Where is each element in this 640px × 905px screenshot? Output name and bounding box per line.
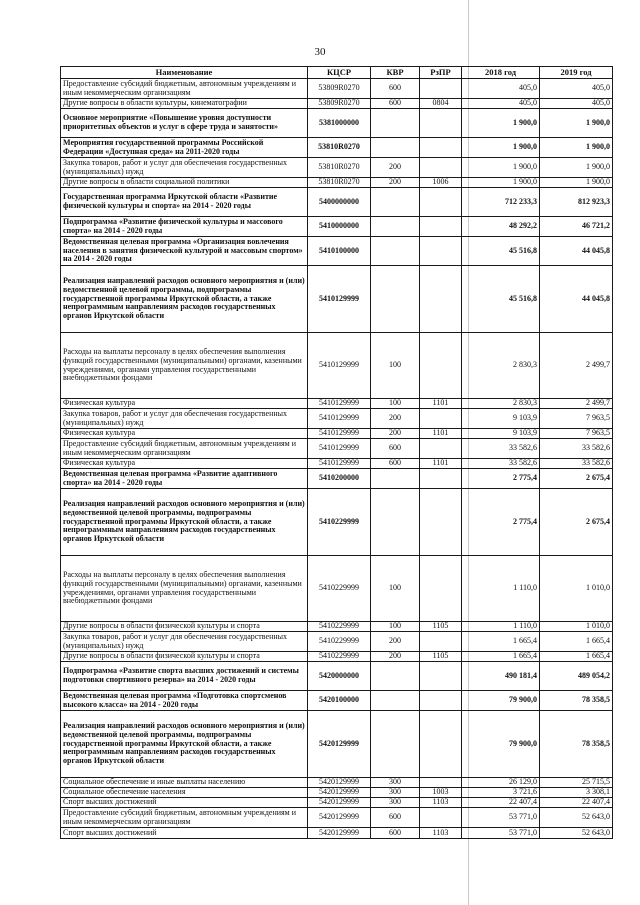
row-value-2019: 1 010,0 xyxy=(540,556,613,622)
row-kcsr: 5410000000 xyxy=(308,217,371,237)
row-value-2019: 1 010,0 xyxy=(540,622,613,632)
row-value-2018: 1 110,0 xyxy=(462,622,540,632)
row-value-2018: 9 103,9 xyxy=(462,429,540,439)
row-value-2019: 1 900,0 xyxy=(540,138,613,158)
row-rzpr: 1105 xyxy=(420,652,462,662)
row-value-2019: 2 499,7 xyxy=(540,333,613,399)
header-2019: 2019 год xyxy=(540,67,613,79)
row-value-2019: 46 721,2 xyxy=(540,217,613,237)
row-rzpr xyxy=(420,556,462,622)
row-name: Социальное обеспечение населения xyxy=(61,788,308,798)
row-value-2019: 489 054,2 xyxy=(540,662,613,691)
row-value-2018: 53 771,0 xyxy=(462,828,540,839)
row-name: Другие вопросы в области физической культуры и спорта xyxy=(61,652,308,662)
table-body xyxy=(61,79,613,839)
row-rzpr xyxy=(420,711,462,778)
row-kcsr: 5420000000 xyxy=(308,662,371,691)
row-kcsr: 53809R0270 xyxy=(308,79,371,99)
row-value-2019: 33 582,6 xyxy=(540,439,613,459)
row-kcsr: 5410200000 xyxy=(308,469,371,489)
row-name: Реализация направлений расходов основного мероприятия и (или) ведомственной целевой программы, подпрограммы государственной программы Иркутской области, а также непрограммным направлениям расходов государственных органов Иркутской области xyxy=(61,711,308,778)
row-value-2018: 79 900,0 xyxy=(462,691,540,711)
row-kvr xyxy=(371,711,420,778)
row-value-2018: 79 900,0 xyxy=(462,711,540,778)
row-kvr xyxy=(371,188,420,217)
row-value-2019: 78 358,5 xyxy=(540,691,613,711)
row-name: Физическая культура xyxy=(61,459,308,469)
table-row xyxy=(61,109,613,138)
row-rzpr xyxy=(420,109,462,138)
table-row xyxy=(61,808,613,828)
table-row xyxy=(61,828,613,839)
row-rzpr xyxy=(420,333,462,399)
row-value-2018: 2 830,3 xyxy=(462,399,540,409)
row-kcsr: 5420129999 xyxy=(308,808,371,828)
table-row xyxy=(61,237,613,266)
row-value-2018: 1 665,4 xyxy=(462,632,540,652)
row-rzpr xyxy=(420,188,462,217)
row-rzpr xyxy=(420,79,462,99)
row-kcsr: 5410129999 xyxy=(308,266,371,333)
row-kvr xyxy=(371,489,420,556)
row-name: Социальное обеспечение и иные выплаты населению xyxy=(61,778,308,788)
row-value-2018: 53 771,0 xyxy=(462,808,540,828)
row-name: Другие вопросы в области культуры, кинематографии xyxy=(61,99,308,109)
row-name: Закупка товаров, работ и услуг для обеспечения государственных (муниципальных) нужд xyxy=(61,158,308,178)
table-row xyxy=(61,217,613,237)
row-kcsr: 5410100000 xyxy=(308,237,371,266)
row-name: Основное мероприятие «Повышение уровня доступности приоритетных объектов и услуг в сфере труда и занятости» xyxy=(61,109,308,138)
row-kvr: 100 xyxy=(371,399,420,409)
row-rzpr xyxy=(420,409,462,429)
row-value-2019: 52 643,0 xyxy=(540,828,613,839)
row-kcsr: 5381000000 xyxy=(308,109,371,138)
row-kcsr: 5410229999 xyxy=(308,652,371,662)
row-kvr: 100 xyxy=(371,556,420,622)
row-value-2018: 1 665,4 xyxy=(462,652,540,662)
row-value-2019: 2 499,7 xyxy=(540,399,613,409)
row-value-2019: 405,0 xyxy=(540,99,613,109)
table-row xyxy=(61,333,613,399)
table-row xyxy=(61,266,613,333)
row-kcsr: 5410129999 xyxy=(308,409,371,429)
row-rzpr xyxy=(420,217,462,237)
table-row xyxy=(61,459,613,469)
row-name: Физическая культура xyxy=(61,399,308,409)
row-kcsr: 5410129999 xyxy=(308,399,371,409)
row-value-2019: 3 308,1 xyxy=(540,788,613,798)
table-row xyxy=(61,469,613,489)
row-kcsr: 5400000000 xyxy=(308,188,371,217)
row-kcsr: 53809R0270 xyxy=(308,99,371,109)
row-name: Расходы на выплаты персоналу в целях обеспечения выполнения функций государственными (муниципальными) органами, казенными учреждениями, органами управления государственными внебюджетными фондами xyxy=(61,556,308,622)
header-kcsr: КЦСР xyxy=(308,67,371,79)
row-value-2019: 2 675,4 xyxy=(540,469,613,489)
row-kvr: 200 xyxy=(371,158,420,178)
row-name: Мероприятия государственной программы Российской Федерации «Доступная среда» на 2011-2020 годы xyxy=(61,138,308,158)
page-number: 30 xyxy=(314,46,326,58)
row-value-2019: 7 963,5 xyxy=(540,429,613,439)
row-value-2019: 7 963,5 xyxy=(540,409,613,429)
row-rzpr xyxy=(420,158,462,178)
row-value-2018: 33 582,6 xyxy=(462,439,540,459)
row-kcsr: 5410229999 xyxy=(308,489,371,556)
row-rzpr xyxy=(420,662,462,691)
row-name: Реализация направлений расходов основного мероприятия и (или) ведомственной целевой программы, подпрограммы государственной программы Иркутской области, а также непрограммным направлениям расходов государственных органов Иркутской области xyxy=(61,489,308,556)
row-kcsr: 5420100000 xyxy=(308,691,371,711)
table-row xyxy=(61,399,613,409)
row-kvr xyxy=(371,237,420,266)
row-kcsr: 5420129999 xyxy=(308,778,371,788)
row-rzpr xyxy=(420,778,462,788)
table-row xyxy=(61,622,613,632)
row-kvr xyxy=(371,691,420,711)
row-value-2019: 44 045,8 xyxy=(540,237,613,266)
row-kcsr: 5420129999 xyxy=(308,798,371,808)
row-value-2019: 1 900,0 xyxy=(540,109,613,138)
row-value-2019: 1 900,0 xyxy=(540,178,613,188)
row-value-2018: 3 721,6 xyxy=(462,788,540,798)
row-kvr xyxy=(371,266,420,333)
table-row xyxy=(61,489,613,556)
row-rzpr: 1103 xyxy=(420,828,462,839)
row-name: Государственная программа Иркутской области «Развитие физической культуры и спорта» на 2014 - 2020 годы xyxy=(61,188,308,217)
row-rzpr xyxy=(420,691,462,711)
row-value-2019: 22 407,4 xyxy=(540,798,613,808)
table-row xyxy=(61,79,613,99)
row-value-2018: 490 181,4 xyxy=(462,662,540,691)
row-value-2019: 52 643,0 xyxy=(540,808,613,828)
row-kvr xyxy=(371,109,420,138)
row-value-2018: 26 129,0 xyxy=(462,778,540,788)
row-name: Предоставление субсидий бюджетным, автономным учреждениям и иным некоммерческим организациям xyxy=(61,79,308,99)
row-value-2019: 1 665,4 xyxy=(540,632,613,652)
row-value-2018: 45 516,8 xyxy=(462,237,540,266)
row-kcsr: 5410129999 xyxy=(308,439,371,459)
row-kcsr: 5410129999 xyxy=(308,459,371,469)
row-kvr: 600 xyxy=(371,828,420,839)
row-value-2018: 22 407,4 xyxy=(462,798,540,808)
row-rzpr xyxy=(420,489,462,556)
row-name: Ведомственная целевая программа «Подготовка спортсменов высокого класса» на 2014 - 2020 годы xyxy=(61,691,308,711)
row-name: Расходы на выплаты персоналу в целях обеспечения выполнения функций государственными (муниципальными) органами, казенными учреждениями, органами управления государственными внебюджетными фондами xyxy=(61,333,308,399)
row-value-2018: 1 900,0 xyxy=(462,109,540,138)
table-row xyxy=(61,178,613,188)
row-value-2019: 2 675,4 xyxy=(540,489,613,556)
row-value-2019: 812 923,3 xyxy=(540,188,613,217)
row-kvr: 600 xyxy=(371,439,420,459)
row-value-2018: 405,0 xyxy=(462,99,540,109)
row-value-2019: 44 045,8 xyxy=(540,266,613,333)
row-name: Другие вопросы в области физической культуры и спорта xyxy=(61,622,308,632)
row-name: Спорт высших достижений xyxy=(61,828,308,839)
row-kcsr: 5410229999 xyxy=(308,622,371,632)
row-kcsr: 5420129999 xyxy=(308,711,371,778)
row-name: Спорт высших достижений xyxy=(61,798,308,808)
row-kcsr: 5420129999 xyxy=(308,788,371,798)
row-value-2018: 2 775,4 xyxy=(462,489,540,556)
row-value-2018: 48 292,2 xyxy=(462,217,540,237)
row-kvr xyxy=(371,469,420,489)
row-value-2018: 1 900,0 xyxy=(462,178,540,188)
row-value-2019: 25 715,5 xyxy=(540,778,613,788)
row-kvr: 600 xyxy=(371,459,420,469)
row-rzpr xyxy=(420,469,462,489)
row-name: Предоставление субсидий бюджетным, автономным учреждениям и иным некоммерческим организациям xyxy=(61,808,308,828)
row-value-2019: 33 582,6 xyxy=(540,459,613,469)
row-kvr: 200 xyxy=(371,429,420,439)
row-name: Ведомственная целевая программа «Развитие адаптивного спорта» на 2014 - 2020 годы xyxy=(61,469,308,489)
table-row xyxy=(61,662,613,691)
row-rzpr: 1006 xyxy=(420,178,462,188)
row-rzpr: 1105 xyxy=(420,622,462,632)
row-name: Ведомственная целевая программа «Организация вовлечения населения в занятия физической культурой и массовым спортом» на 2014 - 2020 годы xyxy=(61,237,308,266)
row-value-2018: 1 110,0 xyxy=(462,556,540,622)
row-kvr: 200 xyxy=(371,652,420,662)
row-name: Физическая культура xyxy=(61,429,308,439)
row-name: Закупка товаров, работ и услуг для обеспечения государственных (муниципальных) нужд xyxy=(61,632,308,652)
header-2018: 2018 год xyxy=(462,67,540,79)
row-rzpr xyxy=(420,808,462,828)
row-kvr: 200 xyxy=(371,409,420,429)
row-rzpr xyxy=(420,266,462,333)
row-kvr xyxy=(371,217,420,237)
row-kvr: 200 xyxy=(371,632,420,652)
row-rzpr: 0804 xyxy=(420,99,462,109)
row-value-2019: 405,0 xyxy=(540,79,613,99)
header-name: Наименование xyxy=(61,67,308,79)
table-row xyxy=(61,188,613,217)
row-value-2018: 2 775,4 xyxy=(462,469,540,489)
row-kcsr: 53810R0270 xyxy=(308,178,371,188)
row-value-2018: 712 233,3 xyxy=(462,188,540,217)
table-row xyxy=(61,158,613,178)
row-value-2018: 33 582,6 xyxy=(462,459,540,469)
row-name: Подпрограмма «Развитие спорта высших достижений и системы подготовки спортивного резерва» на 2014 - 2020 годы xyxy=(61,662,308,691)
row-kvr: 200 xyxy=(371,178,420,188)
table-row xyxy=(61,556,613,622)
row-value-2018: 45 516,8 xyxy=(462,266,540,333)
header-rzpr: РзПР xyxy=(420,67,462,79)
row-rzpr: 1103 xyxy=(420,798,462,808)
row-name: Подпрограмма «Развитие физической культуры и массового спорта» на 2014 - 2020 годы xyxy=(61,217,308,237)
row-value-2018: 1 900,0 xyxy=(462,158,540,178)
row-kvr: 600 xyxy=(371,808,420,828)
row-kvr: 600 xyxy=(371,99,420,109)
table-row xyxy=(61,778,613,788)
table-row xyxy=(61,99,613,109)
row-value-2019: 1 900,0 xyxy=(540,158,613,178)
table-row xyxy=(61,788,613,798)
table-row xyxy=(61,711,613,778)
row-kcsr: 5420129999 xyxy=(308,828,371,839)
row-kcsr: 5410129999 xyxy=(308,429,371,439)
row-value-2019: 1 665,4 xyxy=(540,652,613,662)
row-rzpr xyxy=(420,632,462,652)
row-value-2019: 78 358,5 xyxy=(540,711,613,778)
row-value-2018: 405,0 xyxy=(462,79,540,99)
row-kvr xyxy=(371,138,420,158)
row-kvr: 600 xyxy=(371,79,420,99)
header-kvr: КВР xyxy=(371,67,420,79)
row-kvr: 100 xyxy=(371,333,420,399)
row-kvr: 300 xyxy=(371,798,420,808)
row-rzpr: 1101 xyxy=(420,399,462,409)
row-rzpr: 1101 xyxy=(420,459,462,469)
row-kvr xyxy=(371,662,420,691)
row-kvr: 100 xyxy=(371,622,420,632)
row-rzpr xyxy=(420,439,462,459)
row-kvr: 300 xyxy=(371,778,420,788)
row-rzpr xyxy=(420,138,462,158)
budget-table xyxy=(60,66,613,839)
row-name: Реализация направлений расходов основного мероприятия и (или) ведомственной целевой программы, подпрограммы государственной программы Иркутской области, а также непрограммным направлениям расходов государственных органов Иркутской области xyxy=(61,266,308,333)
row-rzpr: 1003 xyxy=(420,788,462,798)
row-kvr: 300 xyxy=(371,788,420,798)
row-name: Другие вопросы в области социальной политики xyxy=(61,178,308,188)
table-row xyxy=(61,138,613,158)
table-row xyxy=(61,798,613,808)
table-row xyxy=(61,632,613,652)
table-row xyxy=(61,652,613,662)
table-row xyxy=(61,409,613,429)
row-kcsr: 5410229999 xyxy=(308,556,371,622)
table-row xyxy=(61,429,613,439)
table-header-row xyxy=(61,67,613,79)
row-name: Предоставление субсидий бюджетным, автономным учреждениям и иным некоммерческим организациям xyxy=(61,439,308,459)
row-name: Закупка товаров, работ и услуг для обеспечения государственных (муниципальных) нужд xyxy=(61,409,308,429)
row-value-2018: 9 103,9 xyxy=(462,409,540,429)
row-value-2018: 1 900,0 xyxy=(462,138,540,158)
row-kcsr: 53810R0270 xyxy=(308,138,371,158)
row-kcsr: 5410129999 xyxy=(308,333,371,399)
table-row xyxy=(61,691,613,711)
table-row xyxy=(61,439,613,459)
row-rzpr: 1101 xyxy=(420,429,462,439)
row-kcsr: 5410229999 xyxy=(308,632,371,652)
row-rzpr xyxy=(420,237,462,266)
row-value-2018: 2 830,3 xyxy=(462,333,540,399)
row-kcsr: 53810R0270 xyxy=(308,158,371,178)
